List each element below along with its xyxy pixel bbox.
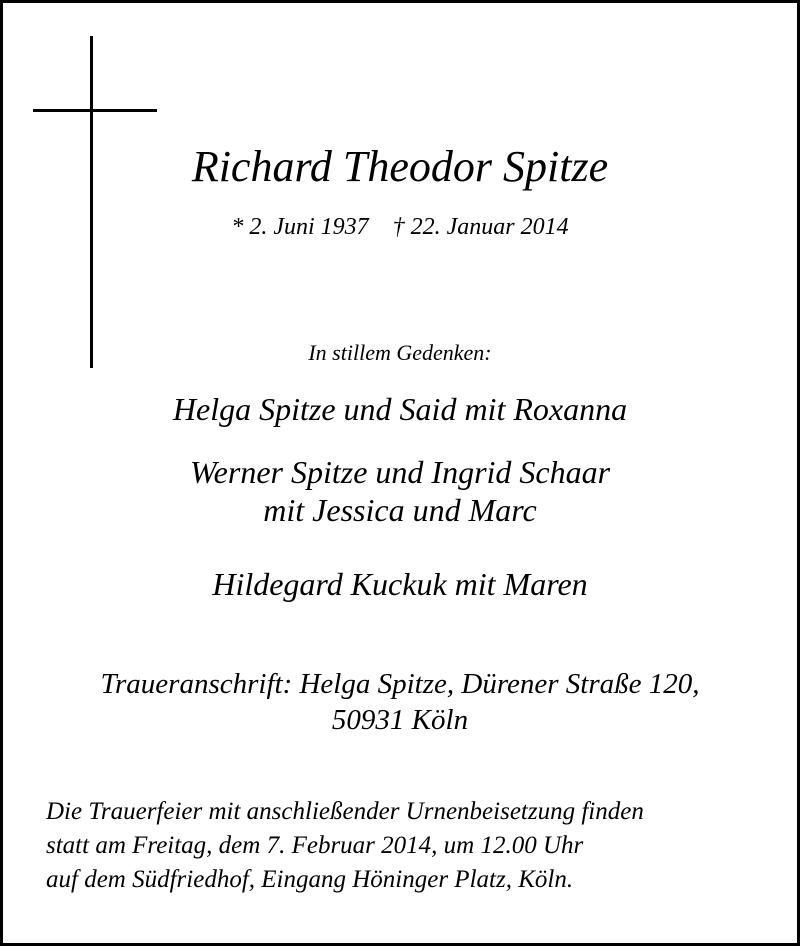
ceremony-info-line: auf dem Südfriedhof, Eingang Höninger Platz, Köln. (46, 866, 574, 893)
mourner-line: Hildegard Kuckuk mit Maren (212, 566, 588, 602)
mourning-address-line: Traueranschrift: Helga Spitze, Dürener Straße 120, (100, 668, 700, 700)
birth-date: * 2. Juni 1937 (231, 214, 369, 240)
mourner-line: Werner Spitze und Ingrid Schaar (189, 454, 611, 490)
ceremony-info-line: Die Trauerfeier mit anschließender Urnenbeisetzung finden (46, 798, 644, 825)
mourning-address-line: 50931 Köln (331, 704, 469, 736)
deceased-name: Richard Theodor Spitze (191, 142, 609, 191)
cross-vertical-bar (90, 36, 93, 368)
memorial-intro: In stillem Gedenken: (308, 340, 492, 365)
death-date: † 22. Januar 2014 (392, 214, 569, 240)
mourner-line: mit Jessica und Marc (263, 492, 537, 528)
life-dates (120, 211, 680, 243)
mourner-line: Helga Spitze und Said mit Roxanna (172, 391, 628, 427)
cross-horizontal-bar (33, 109, 157, 112)
ceremony-info-line: statt am Freitag, dem 7. Februar 2014, um 12.00 Uhr (46, 832, 584, 859)
